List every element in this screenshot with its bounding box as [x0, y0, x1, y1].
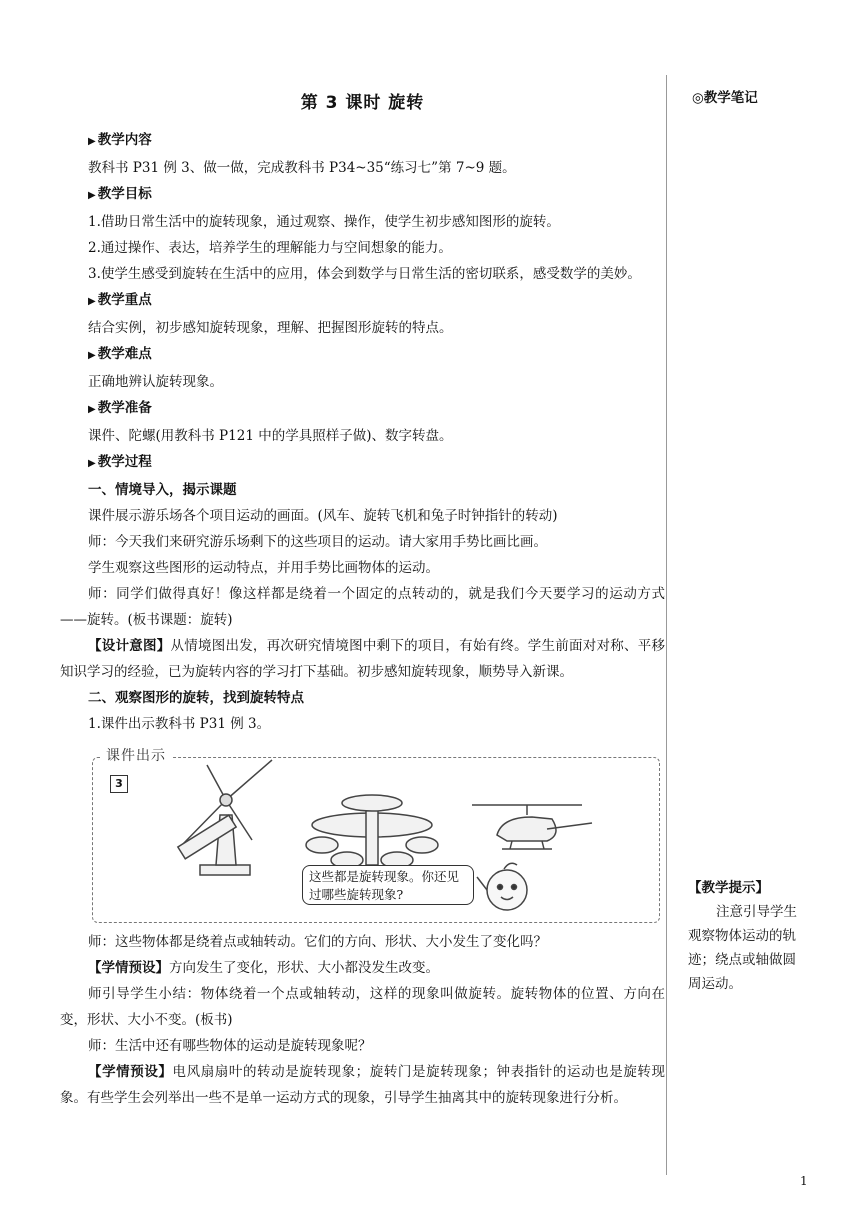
triangle-icon: ▶ — [88, 458, 96, 469]
section-heading-difficulty: ▶ 教学难点 — [88, 346, 152, 362]
triangle-icon: ▶ — [88, 404, 96, 415]
section-heading-goals: ▶ 教学目标 — [88, 186, 152, 202]
courseware-figure — [92, 745, 660, 923]
part2-para-4: 师：生活中还有哪些物体的运动是旋转现象呢？ — [88, 1038, 372, 1054]
part2-para-1: 1.课件出示教科书 P31 例 3。 — [88, 716, 271, 732]
part2-heading: 二、观察图形的旋转，找到旋转特点 — [88, 690, 304, 706]
part2-para-3: 师引导学生小结：物体绕着一个点或轴转动，这样的现象叫做旋转。旋转物体的位置、方向在变，形状、大小不变。(板书) — [60, 986, 665, 1028]
design-intent: 【设计意图】从情境图出发，再次研究情境图中剩下的项目，有始有终。学生前面对对称、平移知识学习的经验，已为旋转内容的学习打下基础。初步感知旋转现象，顺势导入新课。 — [60, 638, 666, 680]
section-heading-prep: ▶ 教学准备 — [88, 400, 152, 416]
preset-1: 【学情预设】方向发生了变化，形状、大小都没发生改变。 — [88, 960, 439, 976]
key-text: 结合实例，初步感知旋转现象，理解、把握图形旋转的特点。 — [88, 320, 453, 336]
page-title: 第 3 课时 旋转 — [300, 93, 425, 113]
courseware-tag: 课件出示 — [100, 745, 172, 765]
part1-para-2: 师：今天我们来研究游乐场剩下的这些项目的运动。请大家用手势比画比画。 — [88, 534, 547, 550]
content-text: 教科书 P31 例 3、做一做，完成教科书 P34~35“练习七”第 7~9 题。 — [88, 160, 516, 176]
example-number: 3 — [110, 775, 128, 793]
part1-para-1: 课件展示游乐场各个项目运动的画面。(风车、旋转飞机和兔子时钟指针的转动) — [88, 508, 558, 524]
tip-text: 注意引导学生观察物体运动的轨迹；绕点或轴做圆周运动。 — [688, 904, 797, 992]
difficulty-text: 正确地辨认旋转现象。 — [88, 374, 223, 390]
windmill-icon — [178, 760, 272, 875]
speech-bubble: 这些都是旋转现象。你还见过哪些旋转现象? — [302, 865, 474, 905]
mascot-icon — [477, 863, 527, 910]
goal-1: 1.借助日常生活中的旋转现象，通过观察、操作，使学生初步感知图形的旋转。 — [88, 214, 560, 230]
part1-para-4: 师：同学们做得真好！像这样都是绕着一个固定的点转动的，就是我们今天要学习的运动方式——旋转。(板书课题：旋转) — [60, 586, 665, 628]
section-heading-content: ▶ 教学内容 — [88, 132, 152, 148]
goal-2: 2.通过操作、表达，培养学生的理解能力与空间想象的能力。 — [88, 240, 452, 256]
carousel-icon — [306, 795, 438, 868]
helicopter-icon — [472, 805, 592, 849]
prep-text: 课件、陀螺(用教科书 P121 中的学具照样子做)、数字转盘。 — [88, 428, 453, 444]
notes-heading: ◎教学笔记 — [692, 90, 758, 106]
part2-para-2: 师：这些物体都是绕着点或轴转动。它们的方向、形状、大小发生了变化吗？ — [88, 934, 547, 950]
preset-2: 【学情预设】电风扇扇叶的转动是旋转现象；旋转门是旋转现象；钟表指针的运动也是旋转现象。有些学生会列举出一些不是单一运动方式的现象，引导学生抽离其中的旋转现象进行分析。 — [60, 1064, 666, 1106]
triangle-icon: ▶ — [88, 190, 96, 201]
part1-heading: 一、情境导入，揭示课题 — [88, 482, 237, 498]
triangle-icon: ▶ — [88, 296, 96, 307]
main-content — [60, 80, 665, 1111]
triangle-icon: ▶ — [88, 350, 96, 361]
section-heading-key: ▶ 教学重点 — [88, 292, 152, 308]
goal-3: 3.使学生感受到旋转在生活中的应用，体会到数学与日常生活的密切联系，感受数学的美妙。 — [88, 266, 641, 282]
part1-para-3: 学生观察这些图形的运动特点，并用手势比画物体的运动。 — [88, 560, 439, 576]
page-number: 1 — [800, 1174, 808, 1188]
margin-divider — [666, 75, 667, 1175]
triangle-icon: ▶ — [88, 136, 96, 147]
section-heading-process: ▶ 教学过程 — [88, 454, 152, 470]
tip-heading: 【教学提示】 — [688, 880, 769, 896]
